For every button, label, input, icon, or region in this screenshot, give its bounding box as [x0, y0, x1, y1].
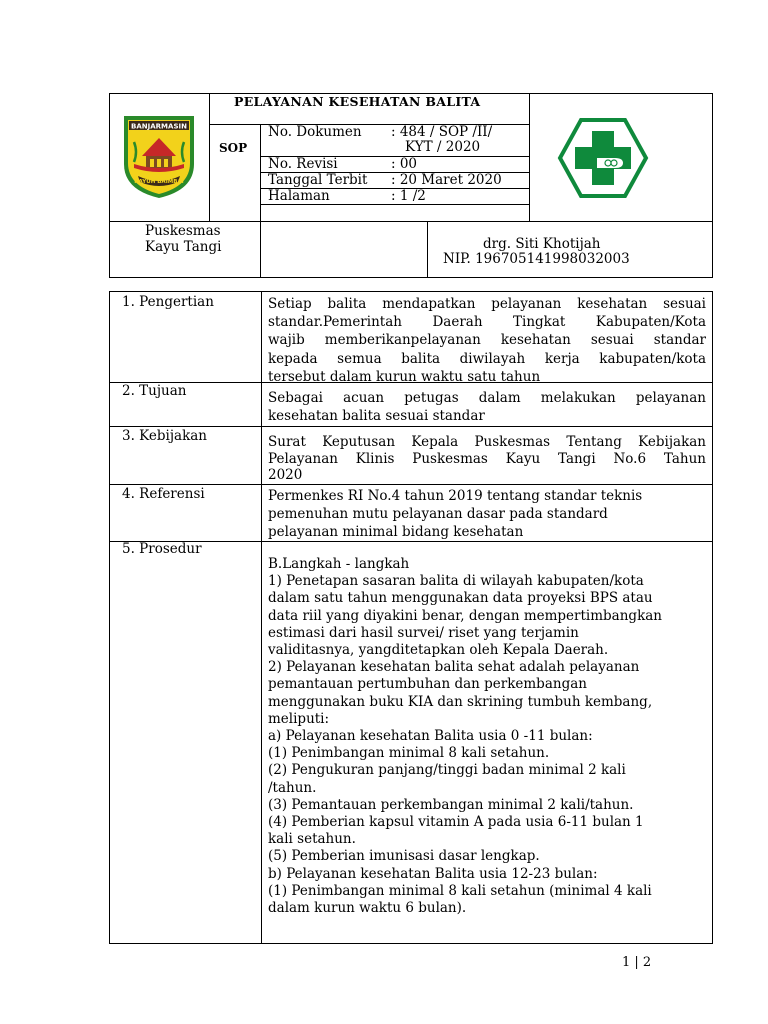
text-line: B.Langkah - langkah	[268, 556, 410, 572]
text-line: (5) Pemberian imunisasi dasar lengkap.	[268, 848, 540, 865]
text-line: 2020	[268, 467, 303, 483]
signer-name: drg. Siti Khotijah	[483, 236, 601, 252]
text-line: kali setahun.	[268, 831, 356, 848]
section-label-referensi: 4. Referensi	[122, 486, 205, 502]
page-count-value: : 1 /2	[391, 188, 426, 204]
section-label-prosedur: 5. Prosedur	[122, 541, 202, 557]
text-line: 2) Pelayanan kesehatan balita sehat adalah pelayanan	[268, 659, 640, 676]
text-line: Sebagai acuan petugas dalam melakukan pelayanan	[268, 390, 706, 406]
text-line: (1) Penimbangan minimal 8 kali setahun (minimal 4 kali	[268, 882, 652, 899]
text-line: 1) Penetapan sasaran balita di wilayah kabupaten/kota	[268, 573, 644, 590]
issue-date-label: Tanggal Terbit	[268, 172, 368, 188]
text-line: Permenkes RI No.4 tahun 2019 tentang standar teknis	[268, 488, 643, 504]
emblem-bottom-text: KAYUH BAIMBAI	[134, 179, 184, 185]
text-line: wajib memberikanpelayanan kesehatan sesuai standar	[268, 332, 706, 349]
text-line: (1) Penimbangan minimal 8 kali setahun.	[268, 745, 550, 762]
text-line: /tahun.	[268, 779, 317, 796]
text-line: menggunakan buku KIA dan skrining tumbuh kembang,	[268, 693, 653, 710]
text-line: (2) Pengukuran panjang/tinggi badan minimal 2 kali	[268, 762, 626, 779]
section-content-prosedur	[268, 556, 708, 917]
text-line: dalam satu tahun menggunakan data proyeksi BPS atau	[268, 590, 653, 607]
section-content-kebijakan	[268, 434, 706, 484]
section-content-referensi	[268, 487, 706, 542]
signer-nip: NIP. 196705141998032003	[443, 251, 630, 267]
text-line: pemantauan pertumbuhan dan perkembangan	[268, 676, 587, 693]
org-name-line1: Puskesmas	[145, 223, 221, 239]
document-title: PELAYANAN KESEHATAN BALITA	[234, 94, 481, 109]
org-name-line2: Kayu Tangi	[145, 239, 222, 255]
text-line: (3) Pemantauan perkembangan minimal 2 kali/tahun.	[268, 796, 634, 813]
banjarmasin-emblem-icon	[120, 112, 198, 200]
text-line: (4) Pemberian kapsul vitamin A pada usia 6-11 bulan 1	[268, 814, 644, 831]
text-line: estimasi dari hasil survei/ riset yang terjamin	[268, 624, 579, 641]
text-line: dalam kurun waktu 6 bulan).	[268, 900, 467, 917]
section-content-pengertian	[268, 295, 706, 386]
text-line: Surat Keputusan Kepala Puskesmas Tentang Kebijakan	[268, 434, 706, 450]
issue-date-value: : 20 Maret 2020	[391, 172, 502, 188]
doc-number-value-cont: KYT / 2020	[405, 139, 481, 155]
revision-value: : 00	[391, 156, 418, 172]
puskesmas-logo-icon	[557, 117, 649, 199]
text-line: pemenuhan mutu pelayanan dasar pada standard	[268, 506, 608, 523]
section-label-pengertian: 1. Pengertian	[122, 294, 214, 310]
page-count-label: Halaman	[268, 188, 330, 204]
text-line: kepada semua balita diwilayah kerja kabupaten/kota	[268, 350, 706, 367]
text-line: b) Pelayanan kesehatan Balita usia 12-23 bulan:	[268, 865, 598, 882]
doc-number-value: : 484 / SOP /II/	[391, 124, 493, 140]
emblem-top-text: BANJARMASIN	[131, 122, 187, 131]
section-content-tujuan	[268, 389, 706, 425]
section-label-kebijakan: 3. Kebijakan	[122, 428, 208, 444]
section-label-tujuan: 2. Tujuan	[122, 383, 187, 399]
text-line: data riil yang diyakini benar, dengan mempertimbangkan	[268, 607, 662, 624]
text-line: standar.Pemerintah Daerah Tingkat Kabupaten/Kota	[268, 314, 706, 331]
text-line: meliputi:	[268, 710, 330, 727]
page-number: 1 | 2	[622, 955, 652, 970]
text-line: Setiap balita mendapatkan pelayanan kesehatan sesuai	[268, 296, 706, 312]
text-line: pelayanan minimal bidang kesehatan	[268, 524, 524, 541]
text-line: tersebut dalam kurun waktu satu tahun	[268, 368, 541, 385]
text-line: kesehatan balita sesuai standar	[268, 408, 485, 425]
doc-number-label: No. Dokumen	[268, 124, 362, 140]
text-line: validitasnya, yangditetapkan oleh Kepala Daerah.	[268, 642, 609, 659]
revision-label: No. Revisi	[268, 156, 338, 172]
sop-label: SOP	[219, 141, 248, 155]
text-line: Pelayanan Klinis Puskesmas Kayu Tangi No.6 Tahun	[268, 450, 706, 467]
text-line: a) Pelayanan kesehatan Balita usia 0 -11 bulan:	[268, 728, 593, 745]
